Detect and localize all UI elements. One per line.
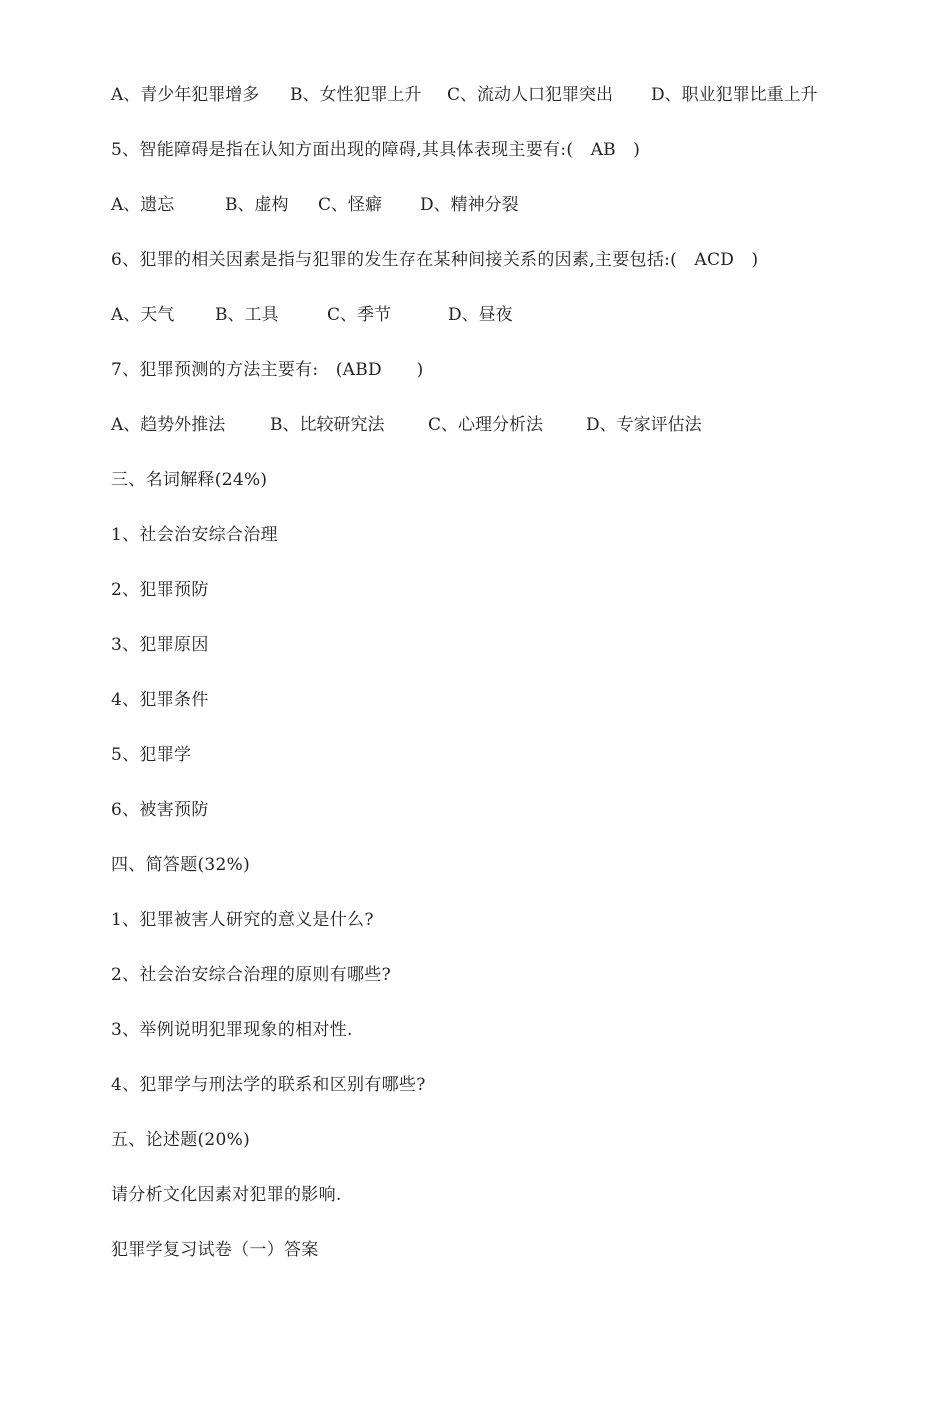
- q5-option-b: B、虚构: [225, 195, 289, 215]
- q6-option-b: B、工具: [215, 305, 279, 325]
- q5-option-a: A、遗忘: [111, 195, 175, 215]
- q4-option-d: D、职业犯罪比重上升: [651, 85, 818, 105]
- section-3-item: 4、犯罪条件: [111, 690, 209, 710]
- q6-option-d: D、昼夜: [448, 305, 513, 325]
- answer-title: 犯罪学复习试卷（一）答案: [111, 1240, 319, 1260]
- q7-option-c: C、心理分析法: [428, 415, 544, 435]
- section-3-item: 3、犯罪原因: [111, 635, 209, 655]
- section-4-item: 2、社会治安综合治理的原则有哪些?: [111, 965, 392, 985]
- q7-option-d: D、专家评估法: [586, 415, 702, 435]
- question-5: 5、智能障碍是指在认知方面出现的障碍,其具体表现主要有:( AB ): [111, 140, 641, 160]
- q6-option-a: A、天气: [111, 305, 175, 325]
- section-3-item: 2、犯罪预防: [111, 580, 209, 600]
- section-5-title: 五、论述题(20%): [111, 1130, 251, 1150]
- question-6: 6、犯罪的相关因素是指与犯罪的发生存在某种间接关系的因素,主要包括:( ACD ): [111, 250, 759, 270]
- q5-option-d: D、精神分裂: [420, 195, 519, 215]
- q7-option-b: B、比较研究法: [270, 415, 385, 435]
- q7-option-a: A、趋势外推法: [111, 415, 226, 435]
- section-3-item: 6、被害预防: [111, 800, 209, 820]
- q5-option-c: C、怪癖: [318, 195, 383, 215]
- section-4-item: 3、举例说明犯罪现象的相对性.: [111, 1020, 353, 1040]
- q4-option-a: A、青少年犯罪增多: [111, 85, 260, 105]
- section-3-item: 5、犯罪学: [111, 745, 192, 765]
- section-3-title: 三、名词解释(24%): [111, 470, 268, 490]
- section-3-item: 1、社会治安综合治理: [111, 525, 278, 545]
- section-4-title: 四、简答题(32%): [111, 855, 251, 875]
- q4-option-b: B、女性犯罪上升: [290, 85, 422, 105]
- q4-option-c: C、流动人口犯罪突出: [447, 85, 614, 105]
- section-5-question: 请分析文化因素对犯罪的影响.: [111, 1185, 342, 1205]
- section-4-item: 4、犯罪学与刑法学的联系和区别有哪些?: [111, 1075, 426, 1095]
- question-7: 7、犯罪预测的方法主要有: (ABD ): [111, 360, 424, 380]
- section-4-item: 1、犯罪被害人研究的意义是什么?: [111, 910, 374, 930]
- q6-option-c: C、季节: [327, 305, 392, 325]
